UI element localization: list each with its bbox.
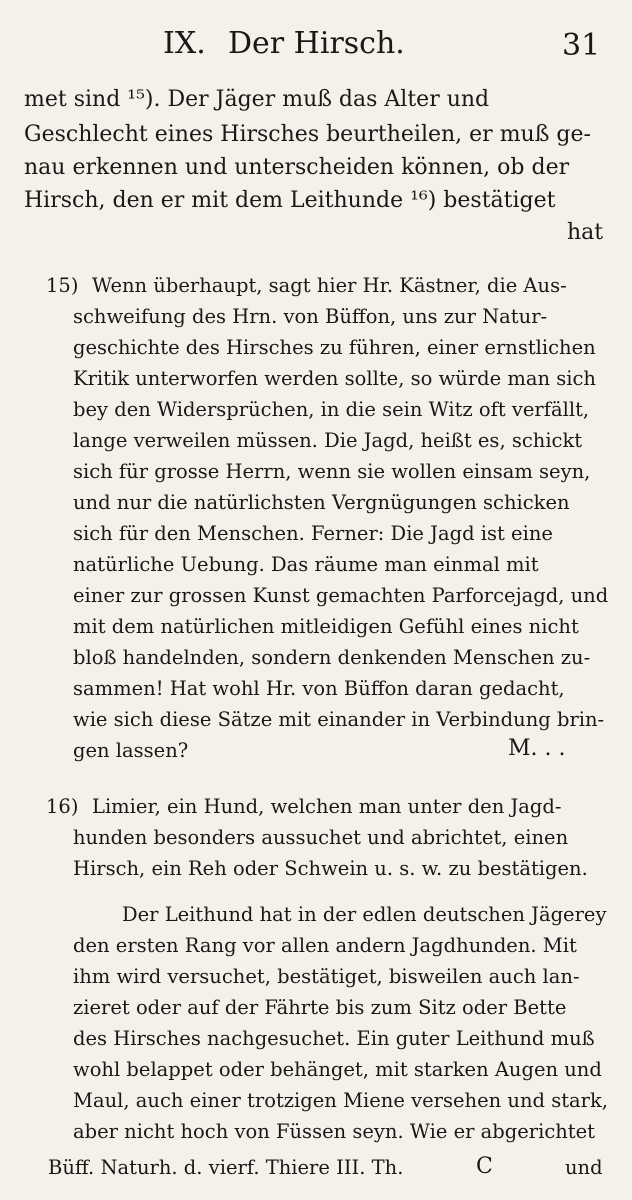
signature-line: Büff. Naturh. d. vierf. Thiere III. Th. bbox=[48, 1156, 404, 1179]
footnote-line: bloß handelnden, sondern denkenden Menschen zu- bbox=[73, 646, 591, 669]
footnote-line: zieret oder auf der Fährte bis zum Sitz oder Bette bbox=[73, 996, 567, 1019]
footnote-line: schweifung des Hrn. von Büffon, uns zur Natur- bbox=[73, 305, 548, 328]
footnote-line: mit dem natürlichen mitleidigen Gefühl eines nicht bbox=[73, 615, 579, 638]
footnote-line: und nur die natürlichsten Vergnügungen schicken bbox=[73, 491, 570, 514]
footnote-line: den ersten Rang vor allen andern Jagdhunden. Mit bbox=[73, 934, 577, 957]
footnote-signature: M. . . bbox=[508, 736, 566, 761]
footnote-line: sich für grosse Herrn, wenn sie wollen einsam seyn, bbox=[73, 460, 591, 483]
catchword-line: hat bbox=[567, 220, 604, 245]
footnote-line: einer zur grossen Kunst gemachten Parforcejagd, und bbox=[73, 584, 609, 607]
footnote-line: Hirsch, ein Reh oder Schwein u. s. w. zu bestätigen. bbox=[73, 857, 588, 880]
footnote-line: geschichte des Hirsches zu führen, einer ernstlichen bbox=[73, 336, 596, 359]
footnote-line: aber nicht hoch von Füssen seyn. Wie er abgerichtet bbox=[73, 1120, 596, 1143]
footnote-line: Wenn überhaupt, sagt hier Hr. Kästner, die Aus- bbox=[92, 274, 567, 297]
footnote-marker: 16) bbox=[46, 795, 79, 818]
footnote-line: des Hirsches nachgesuchet. Ein guter Leithund muß bbox=[73, 1027, 595, 1050]
footnote-line: natürliche Uebung. Das räume man einmal mit bbox=[73, 553, 539, 576]
text-line: Geschlecht eines Hirsches beurtheilen, er muß ge- bbox=[24, 122, 591, 147]
chapter-number: IX. bbox=[163, 26, 206, 61]
catchword: und bbox=[565, 1156, 603, 1179]
footnote-line: hunden besonders aussuchet und abrichtet, einen bbox=[73, 826, 569, 849]
text-line: nau erkennen und unterscheiden können, ob der bbox=[24, 155, 570, 180]
footnote-line: wie sich diese Sätze mit einander in Verbindung brin- bbox=[73, 708, 605, 731]
text-line: Hirsch, den er mit dem Leithunde ¹⁶) bestätiget bbox=[24, 188, 556, 213]
footnote-marker: 15) bbox=[46, 274, 79, 297]
footnote-line: Limier, ein Hund, welchen man unter den Jagd- bbox=[92, 795, 562, 818]
footnote-line: Maul, auch einer trotzigen Miene versehen und stark, bbox=[73, 1089, 608, 1112]
text-line: met sind ¹⁵). Der Jäger muß das Alter und bbox=[24, 87, 490, 112]
footnote-line: gen lassen? bbox=[73, 739, 189, 762]
footnote-line: sich für den Menschen. Ferner: Die Jagd ist eine bbox=[73, 522, 553, 545]
page-number: 31 bbox=[562, 28, 601, 63]
footnote-line: ihm wird versuchet, bestätiget, bisweilen auch lan- bbox=[73, 965, 580, 988]
footnote-line: Kritik unterworfen werden sollte, so würde man sich bbox=[73, 367, 596, 390]
footnote-line: bey den Widersprüchen, in die sein Witz oft verfällt, bbox=[73, 398, 590, 421]
footnote-line: lange verweilen müssen. Die Jagd, heißt es, schickt bbox=[73, 429, 583, 452]
page-title: Der Hirsch. bbox=[228, 26, 405, 61]
signature-mark: C bbox=[476, 1154, 493, 1179]
footnote-line: wohl belappet oder behänget, mit starken Augen und bbox=[73, 1058, 602, 1081]
footnote-line: Der Leithund hat in der edlen deutschen Jägerey bbox=[122, 903, 607, 926]
footnote-line: sammen! Hat wohl Hr. von Büffon daran gedacht, bbox=[73, 677, 565, 700]
